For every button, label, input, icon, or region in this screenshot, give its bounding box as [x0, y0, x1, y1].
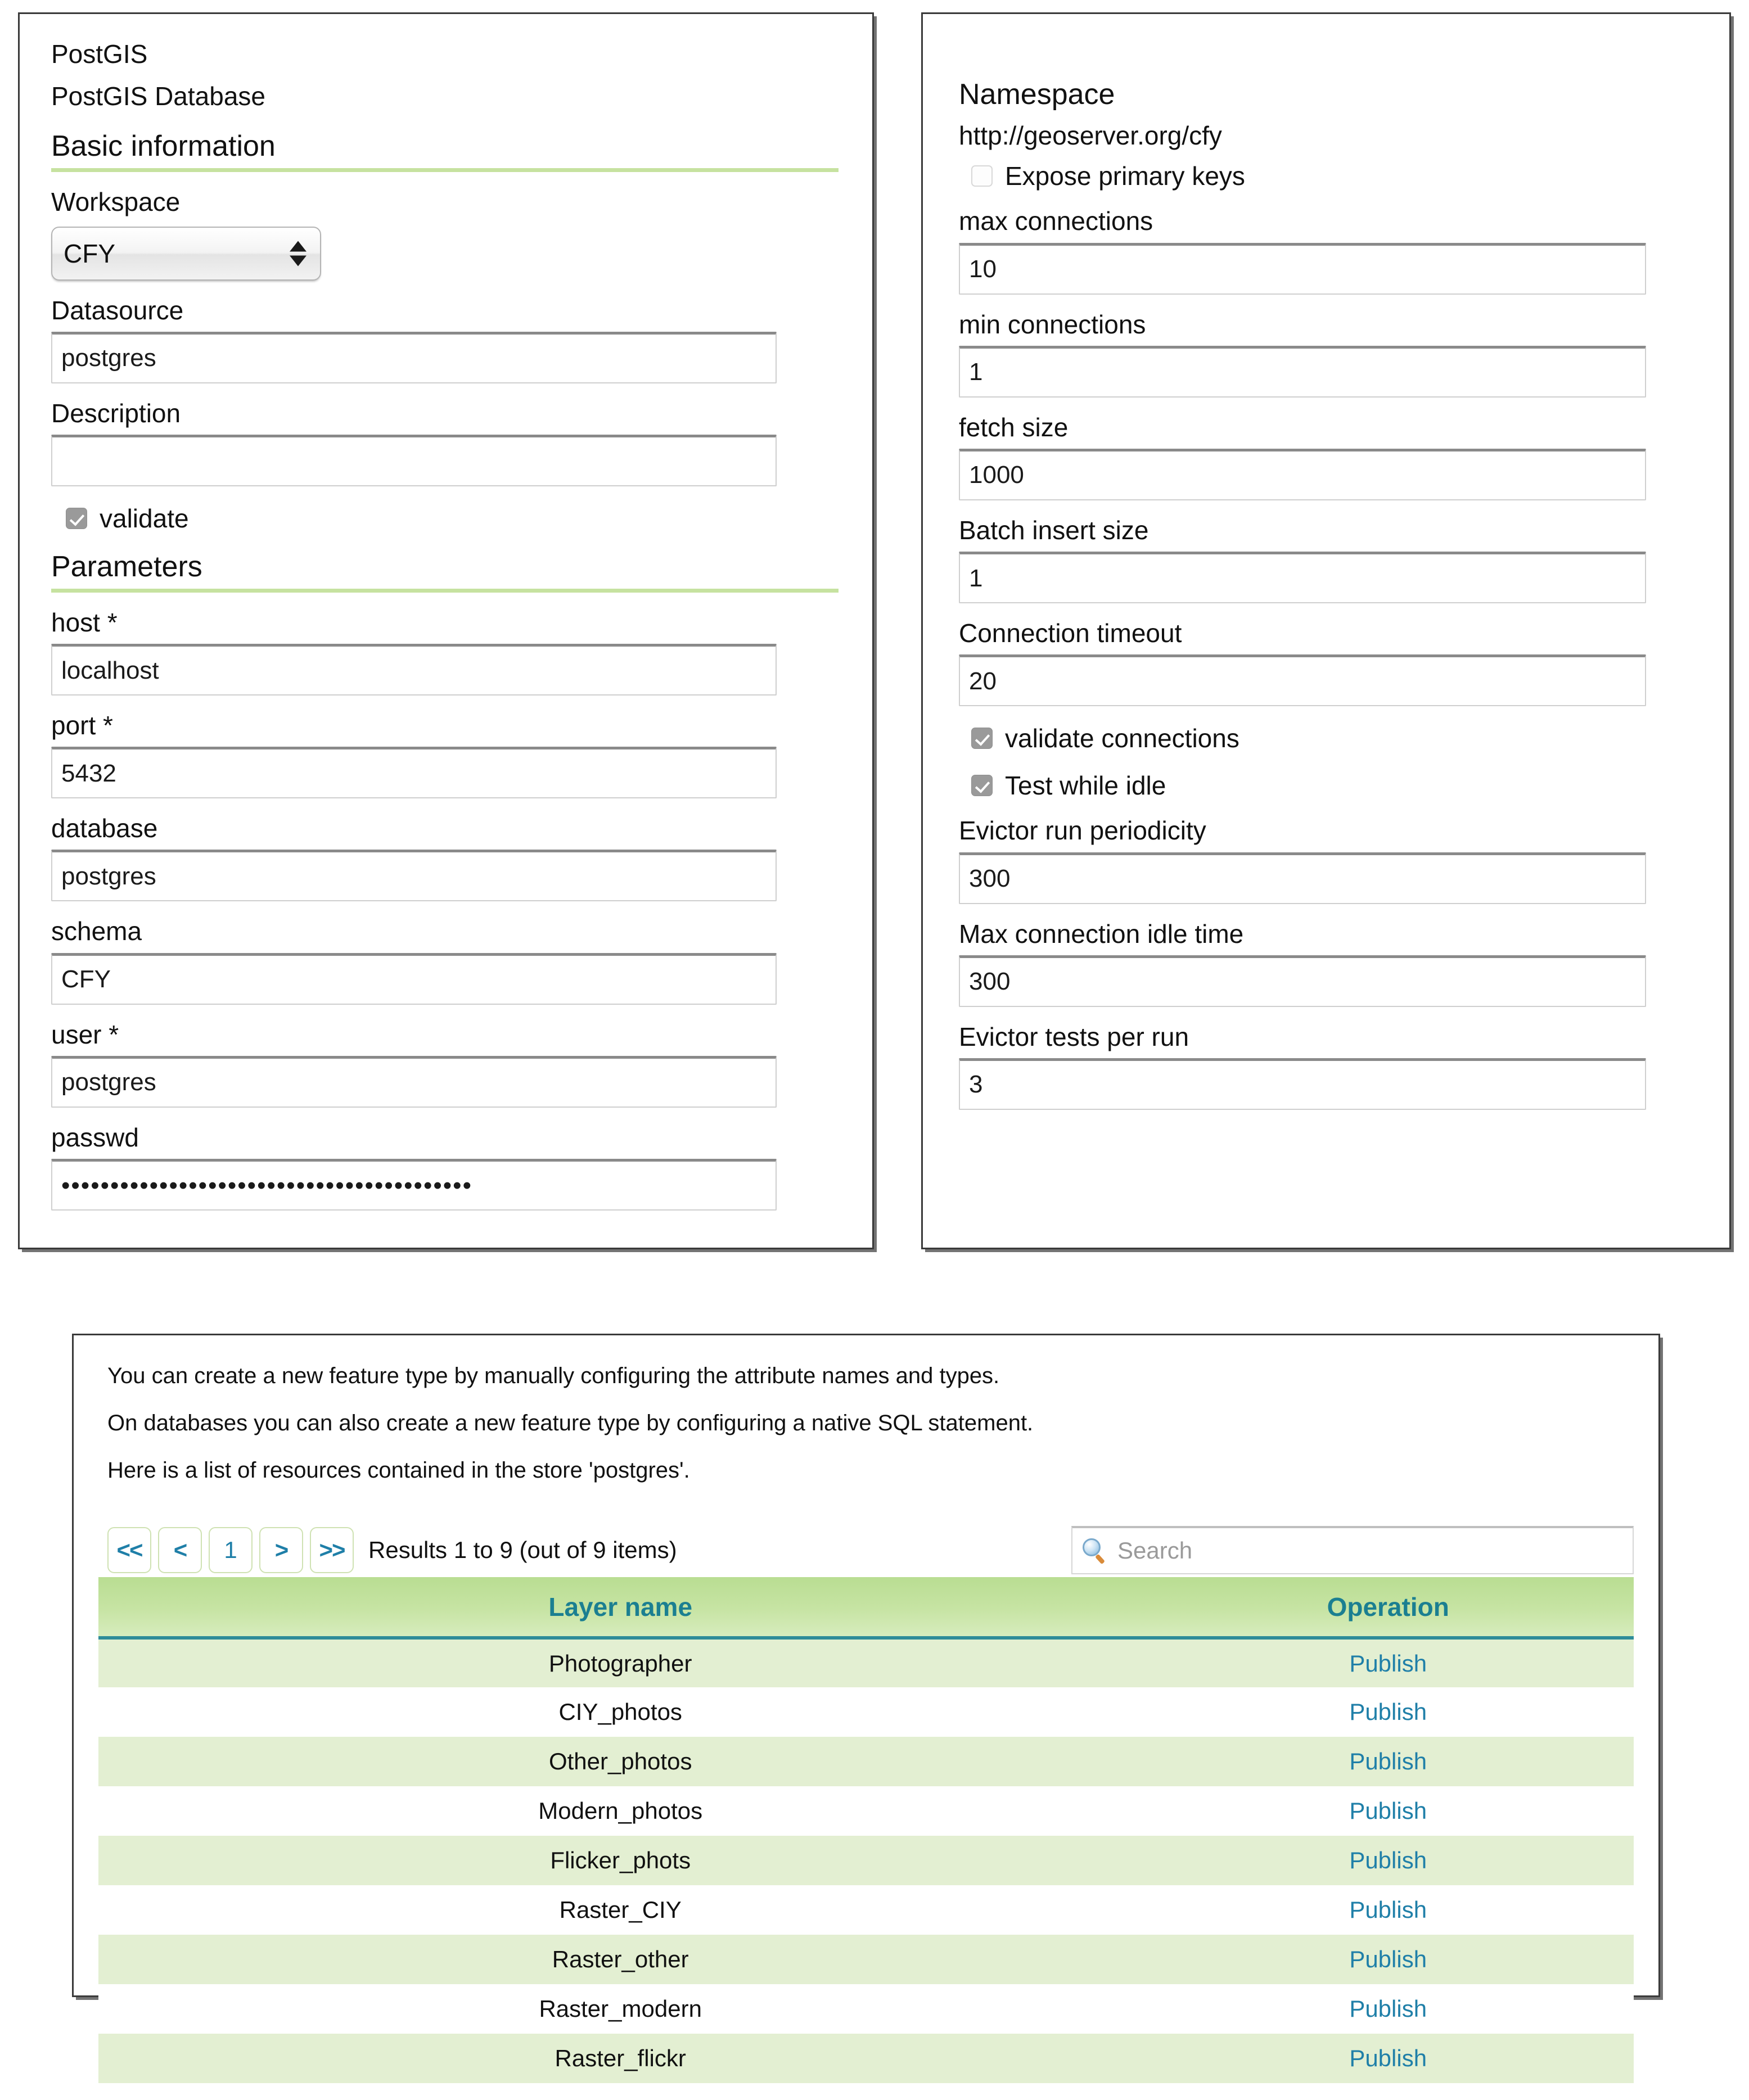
test-while-idle-row[interactable] [971, 770, 1698, 801]
validate-label: validate [100, 504, 189, 534]
workspace-select[interactable] [51, 227, 321, 281]
cell-operation [1142, 1737, 1634, 1786]
table-header-row [98, 1577, 1634, 1638]
max-connections-input[interactable] [959, 243, 1646, 295]
passwd-input[interactable] [51, 1159, 777, 1211]
pager-next-button[interactable]: > [259, 1527, 303, 1573]
cell-layer-name: Photographer [98, 1638, 1142, 1687]
pager-first-button[interactable]: << [107, 1527, 151, 1573]
search-icon [1083, 1538, 1107, 1563]
publish-link[interactable]: Publish [1349, 2045, 1427, 2071]
cell-operation [1142, 1687, 1634, 1737]
pager-prev-button[interactable]: < [158, 1527, 202, 1573]
cell-operation [1142, 1885, 1634, 1935]
table-row [98, 1935, 1634, 1984]
blurb-line-3: Here is a list of resources contained in the store 'postgres'. [107, 1458, 690, 1483]
max-connection-idle-time-label: Max connection idle time [959, 919, 1244, 949]
search-box[interactable] [1071, 1526, 1634, 1574]
publish-link[interactable]: Publish [1349, 1650, 1427, 1677]
test-while-idle-label: Test while idle [1005, 771, 1166, 801]
new-layer-chooser-panel [72, 1334, 1660, 2071]
validate-connections-label: validate connections [1005, 724, 1239, 753]
layers-table-head [98, 1577, 1634, 1638]
table-row [98, 1836, 1634, 1885]
publish-link[interactable]: Publish [1349, 1995, 1427, 2022]
workspace-label: Workspace [51, 187, 181, 216]
publish-link[interactable]: Publish [1349, 1748, 1427, 1774]
description-input[interactable] [51, 435, 777, 486]
table-toolbar [107, 1523, 1634, 1577]
max-connections-label: max connections [959, 206, 1153, 236]
layers-table-body [98, 1638, 1634, 2083]
validate-checkbox[interactable] [66, 508, 87, 529]
cell-layer-name: Flicker_phots [98, 1836, 1142, 1885]
blurb-line-2: On databases you can also create a new feature type by configuring a native SQL statement. [107, 1411, 1034, 1435]
cell-operation [1142, 1786, 1634, 1836]
cell-layer-name: Modern_photos [98, 1786, 1142, 1836]
search-placeholder-text: Search [1117, 1537, 1193, 1564]
cell-operation [1142, 1638, 1634, 1687]
cell-operation [1142, 1935, 1634, 1984]
cell-operation [1142, 1984, 1634, 2034]
store-subtitle-label: PostGIS Database [51, 81, 265, 111]
table-row [98, 1786, 1634, 1836]
datasource-input[interactable] [51, 332, 777, 383]
pager-last-button[interactable]: >> [310, 1527, 354, 1573]
namespace-value: http://geoserver.org/cfy [959, 120, 1222, 150]
chevron-updown-icon [290, 241, 306, 266]
table-row [98, 1687, 1634, 1737]
passwd-label: passwd [51, 1122, 139, 1152]
cell-layer-name: Raster_CIY [98, 1885, 1142, 1935]
evictor-run-periodicity-input[interactable] [959, 852, 1646, 904]
publish-link[interactable]: Publish [1349, 1896, 1427, 1923]
cell-layer-name: Other_photos [98, 1737, 1142, 1786]
table-row [98, 1885, 1634, 1935]
schema-input[interactable] [51, 953, 777, 1005]
workspace-selected-value: CFY [64, 238, 115, 268]
database-label: database [51, 814, 158, 843]
cell-operation [1142, 1836, 1634, 1885]
port-input[interactable] [51, 747, 777, 798]
layers-table [98, 1577, 1634, 2083]
cell-layer-name: CIY_photos [98, 1687, 1142, 1737]
evictor-tests-per-run-label: Evictor tests per run [959, 1022, 1189, 1051]
publish-link[interactable]: Publish [1349, 1798, 1427, 1824]
host-label: host * [51, 607, 118, 637]
results-count-text: Results 1 to 9 (out of 9 items) [368, 1537, 677, 1563]
min-connections-label: min connections [959, 309, 1146, 339]
table-row [98, 1737, 1634, 1786]
store-basic-info-panel [18, 12, 874, 1249]
connection-pool-panel [921, 12, 1731, 1249]
evictor-tests-per-run-input[interactable] [959, 1058, 1646, 1110]
validate-connections-row[interactable] [971, 723, 1698, 753]
test-while-idle-checkbox[interactable] [971, 775, 993, 796]
table-row [98, 1984, 1634, 2034]
table-row [98, 1638, 1634, 1687]
fetch-size-label: fetch size [959, 412, 1069, 442]
column-header-layer-name[interactable]: Layer name [98, 1577, 1142, 1638]
schema-label: schema [51, 916, 142, 946]
host-input[interactable] [51, 644, 777, 696]
expose-primary-keys-label: Expose primary keys [1005, 161, 1245, 191]
expose-primary-keys-row[interactable] [971, 161, 1698, 191]
user-label: user * [51, 1019, 119, 1049]
connection-timeout-input[interactable] [959, 654, 1646, 706]
cell-layer-name: Raster_modern [98, 1984, 1142, 2034]
fetch-size-input[interactable] [959, 449, 1646, 500]
cell-layer-name: Raster_other [98, 1935, 1142, 1984]
min-connections-input[interactable] [959, 346, 1646, 398]
user-input[interactable] [51, 1056, 777, 1108]
namespace-label: Namespace [959, 78, 1115, 111]
publish-link[interactable]: Publish [1349, 1946, 1427, 1972]
validate-connections-checkbox[interactable] [971, 728, 993, 749]
pagination [107, 1527, 354, 1573]
max-connection-idle-time-input[interactable] [959, 955, 1646, 1007]
basic-information-heading: Basic information [51, 130, 839, 172]
database-input[interactable] [51, 850, 777, 901]
blurb-line-1: You can create a new feature type by manually configuring the attribute names and types. [107, 1363, 1000, 1388]
table-row [98, 2034, 1634, 2083]
validate-checkbox-row[interactable] [66, 503, 841, 534]
pager-page-1-button[interactable]: 1 [209, 1527, 253, 1573]
publish-link[interactable]: Publish [1349, 1699, 1427, 1725]
cell-operation [1142, 2034, 1634, 2083]
column-header-operation[interactable]: Operation [1142, 1577, 1634, 1638]
evictor-run-periodicity-label: Evictor run periodicity [959, 816, 1206, 846]
description-label: Description [51, 398, 181, 428]
datasource-label: Datasource [51, 295, 184, 325]
port-label: port * [51, 711, 113, 740]
expose-primary-keys-checkbox[interactable] [971, 165, 993, 187]
parameters-heading: Parameters [51, 550, 839, 593]
cell-layer-name: Raster_flickr [98, 2034, 1142, 2083]
connection-timeout-label: Connection timeout [959, 618, 1182, 648]
batch-insert-size-input[interactable] [959, 552, 1646, 603]
batch-insert-size-label: Batch insert size [959, 515, 1149, 545]
publish-link[interactable]: Publish [1349, 1847, 1427, 1873]
store-type-label: PostGIS [51, 39, 148, 69]
